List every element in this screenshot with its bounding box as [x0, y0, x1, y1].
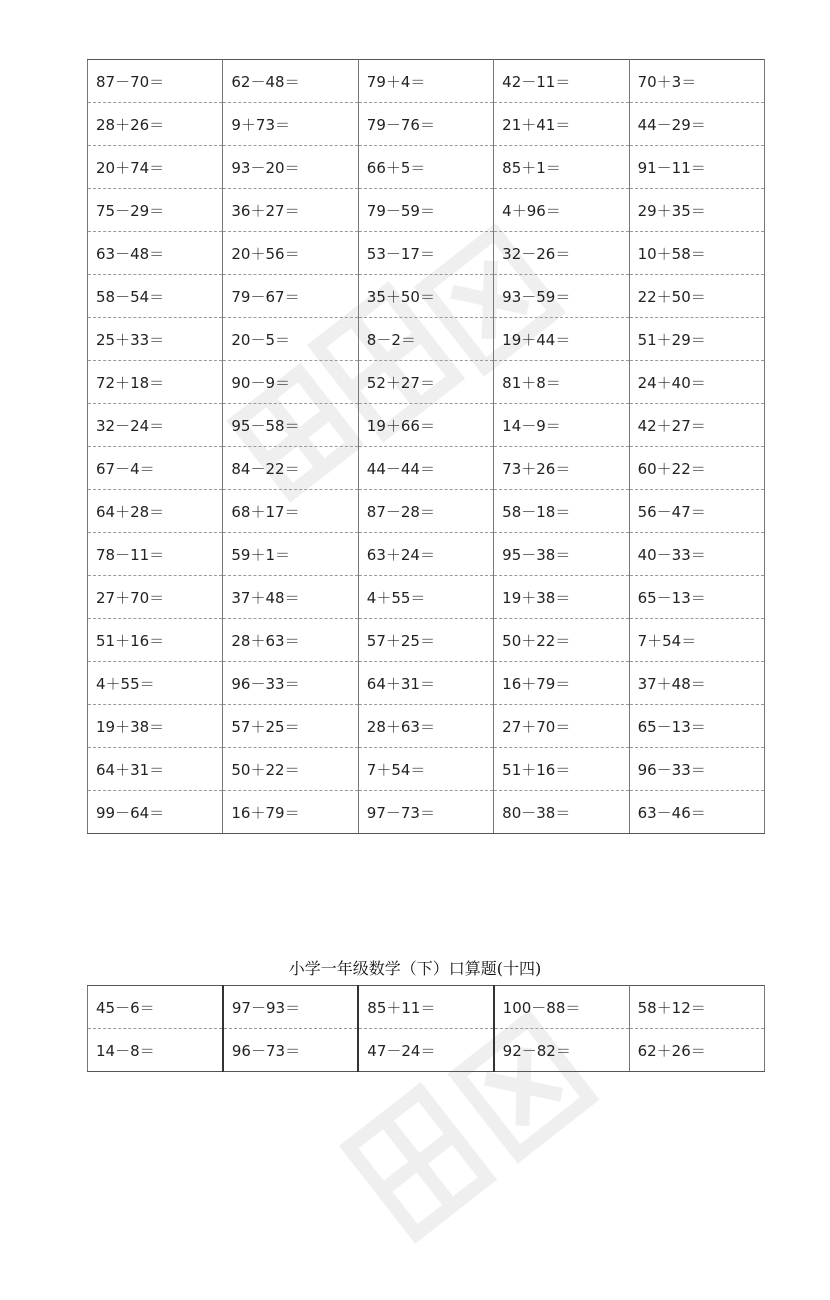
problem-cell: 51＋16＝	[88, 619, 223, 662]
problem-cell: 29＋35＝	[629, 189, 764, 232]
problem-cell: 37＋48＝	[223, 576, 358, 619]
problem-cell: 64＋31＝	[358, 662, 493, 705]
problem-cell: 47－24＝	[358, 1029, 493, 1072]
problem-cell: 37＋48＝	[629, 662, 764, 705]
problem-cell: 96－73＝	[223, 1029, 358, 1072]
problem-cell: 50＋22＝	[223, 748, 358, 791]
problem-cell: 44－29＝	[629, 103, 764, 146]
table-row	[88, 791, 765, 834]
problem-cell: 91－11＝	[629, 146, 764, 189]
problem-cell: 35＋50＝	[358, 275, 493, 318]
problem-cell: 95－38＝	[494, 533, 629, 576]
problem-cell: 96－33＝	[629, 748, 764, 791]
problem-cell: 78－11＝	[88, 533, 223, 576]
problem-cell: 93－20＝	[223, 146, 358, 189]
problem-cell: 50＋22＝	[494, 619, 629, 662]
problem-cell: 44－44＝	[358, 447, 493, 490]
problem-cell: 7＋54＝	[358, 748, 493, 791]
problem-cell: 73＋26＝	[494, 447, 629, 490]
table-row	[88, 103, 765, 146]
arithmetic-table-2	[87, 985, 765, 1072]
table-row	[88, 576, 765, 619]
table-row	[88, 619, 765, 662]
problem-cell: 60＋22＝	[629, 447, 764, 490]
problem-cell: 97－73＝	[358, 791, 493, 834]
problem-cell: 27＋70＝	[494, 705, 629, 748]
table-row	[88, 447, 765, 490]
table-row	[88, 361, 765, 404]
problem-cell: 99－64＝	[88, 791, 223, 834]
problem-cell: 52＋27＝	[358, 361, 493, 404]
problem-cell: 87－28＝	[358, 490, 493, 533]
problem-cell: 96－33＝	[223, 662, 358, 705]
problem-cell: 70＋3＝	[629, 60, 764, 103]
problem-cell: 72＋18＝	[88, 361, 223, 404]
problem-cell: 67－4＝	[88, 447, 223, 490]
table-row	[88, 748, 765, 791]
problem-cell: 58－18＝	[494, 490, 629, 533]
problem-cell: 19＋38＝	[88, 705, 223, 748]
problem-cell: 25＋33＝	[88, 318, 223, 361]
problem-cell: 100－88＝	[494, 986, 629, 1029]
problem-cell: 65－13＝	[629, 705, 764, 748]
problem-cell: 62＋26＝	[629, 1029, 764, 1072]
problem-cell: 95－58＝	[223, 404, 358, 447]
problem-cell: 19＋38＝	[494, 576, 629, 619]
table-row	[88, 232, 765, 275]
problem-cell: 64＋28＝	[88, 490, 223, 533]
problem-cell: 85＋1＝	[494, 146, 629, 189]
problem-cell: 57＋25＝	[358, 619, 493, 662]
problem-cell: 62－48＝	[223, 60, 358, 103]
problem-cell: 28＋26＝	[88, 103, 223, 146]
problem-cell: 42－11＝	[494, 60, 629, 103]
problem-cell: 97－93＝	[223, 986, 358, 1029]
problem-cell: 24＋40＝	[629, 361, 764, 404]
problem-cell: 16＋79＝	[223, 791, 358, 834]
problem-cell: 10＋58＝	[629, 232, 764, 275]
problem-cell: 4＋55＝	[88, 662, 223, 705]
problem-cell: 19＋66＝	[358, 404, 493, 447]
problem-cell: 19＋44＝	[494, 318, 629, 361]
problem-cell: 21＋41＝	[494, 103, 629, 146]
problem-cell: 20－5＝	[223, 318, 358, 361]
problem-cell: 65－13＝	[629, 576, 764, 619]
problem-cell: 42＋27＝	[629, 404, 764, 447]
problem-cell: 81＋8＝	[494, 361, 629, 404]
problem-cell: 85＋11＝	[358, 986, 493, 1029]
problem-cell: 92－82＝	[494, 1029, 629, 1072]
problem-cell: 9＋73＝	[223, 103, 358, 146]
problem-cell: 14－8＝	[88, 1029, 223, 1072]
problem-cell: 28＋63＝	[358, 705, 493, 748]
table-row	[88, 533, 765, 576]
problem-cell: 16＋79＝	[494, 662, 629, 705]
problem-cell: 32－24＝	[88, 404, 223, 447]
table-row	[88, 318, 765, 361]
problem-cell: 4＋55＝	[358, 576, 493, 619]
table-row	[88, 404, 765, 447]
problem-cell: 53－17＝	[358, 232, 493, 275]
problem-cell: 14－9＝	[494, 404, 629, 447]
table-row	[88, 60, 765, 103]
problem-cell: 27＋70＝	[88, 576, 223, 619]
problem-cell: 93－59＝	[494, 275, 629, 318]
problem-cell: 75－29＝	[88, 189, 223, 232]
problem-cell: 80－38＝	[494, 791, 629, 834]
problem-cell: 84－22＝	[223, 447, 358, 490]
problem-cell: 79－76＝	[358, 103, 493, 146]
problem-cell: 7＋54＝	[629, 619, 764, 662]
table-row	[88, 189, 765, 232]
table-row	[88, 275, 765, 318]
problem-cell: 90－9＝	[223, 361, 358, 404]
problem-cell: 66＋5＝	[358, 146, 493, 189]
table-row	[88, 705, 765, 748]
arithmetic-table-1	[87, 59, 765, 834]
problem-cell: 87－70＝	[88, 60, 223, 103]
problem-cell: 28＋63＝	[223, 619, 358, 662]
problem-cell: 58－54＝	[88, 275, 223, 318]
problem-cell: 20＋74＝	[88, 146, 223, 189]
table-row	[88, 986, 765, 1029]
table-row	[88, 146, 765, 189]
table-row	[88, 490, 765, 533]
problem-cell: 56－47＝	[629, 490, 764, 533]
problem-cell: 51＋16＝	[494, 748, 629, 791]
problem-cell: 64＋31＝	[88, 748, 223, 791]
problem-cell: 45－6＝	[88, 986, 223, 1029]
problem-cell: 79－67＝	[223, 275, 358, 318]
problem-cell: 51＋29＝	[629, 318, 764, 361]
problem-cell: 79－59＝	[358, 189, 493, 232]
problem-cell: 63－46＝	[629, 791, 764, 834]
problem-cell: 57＋25＝	[223, 705, 358, 748]
problem-cell: 22＋50＝	[629, 275, 764, 318]
problem-cell: 58＋12＝	[629, 986, 764, 1029]
problem-cell: 63－48＝	[88, 232, 223, 275]
section-title: 小学一年级数学（下）口算题(十四)	[288, 959, 542, 978]
problem-cell: 36＋27＝	[223, 189, 358, 232]
table-row	[88, 1029, 765, 1072]
problem-cell: 79＋4＝	[358, 60, 493, 103]
problem-cell: 59＋1＝	[223, 533, 358, 576]
problem-cell: 68＋17＝	[223, 490, 358, 533]
problem-cell: 8－2＝	[358, 318, 493, 361]
problem-cell: 4＋96＝	[494, 189, 629, 232]
problem-cell: 20＋56＝	[223, 232, 358, 275]
table-row	[88, 662, 765, 705]
problem-cell: 63＋24＝	[358, 533, 493, 576]
problem-cell: 32－26＝	[494, 232, 629, 275]
problem-cell: 40－33＝	[629, 533, 764, 576]
